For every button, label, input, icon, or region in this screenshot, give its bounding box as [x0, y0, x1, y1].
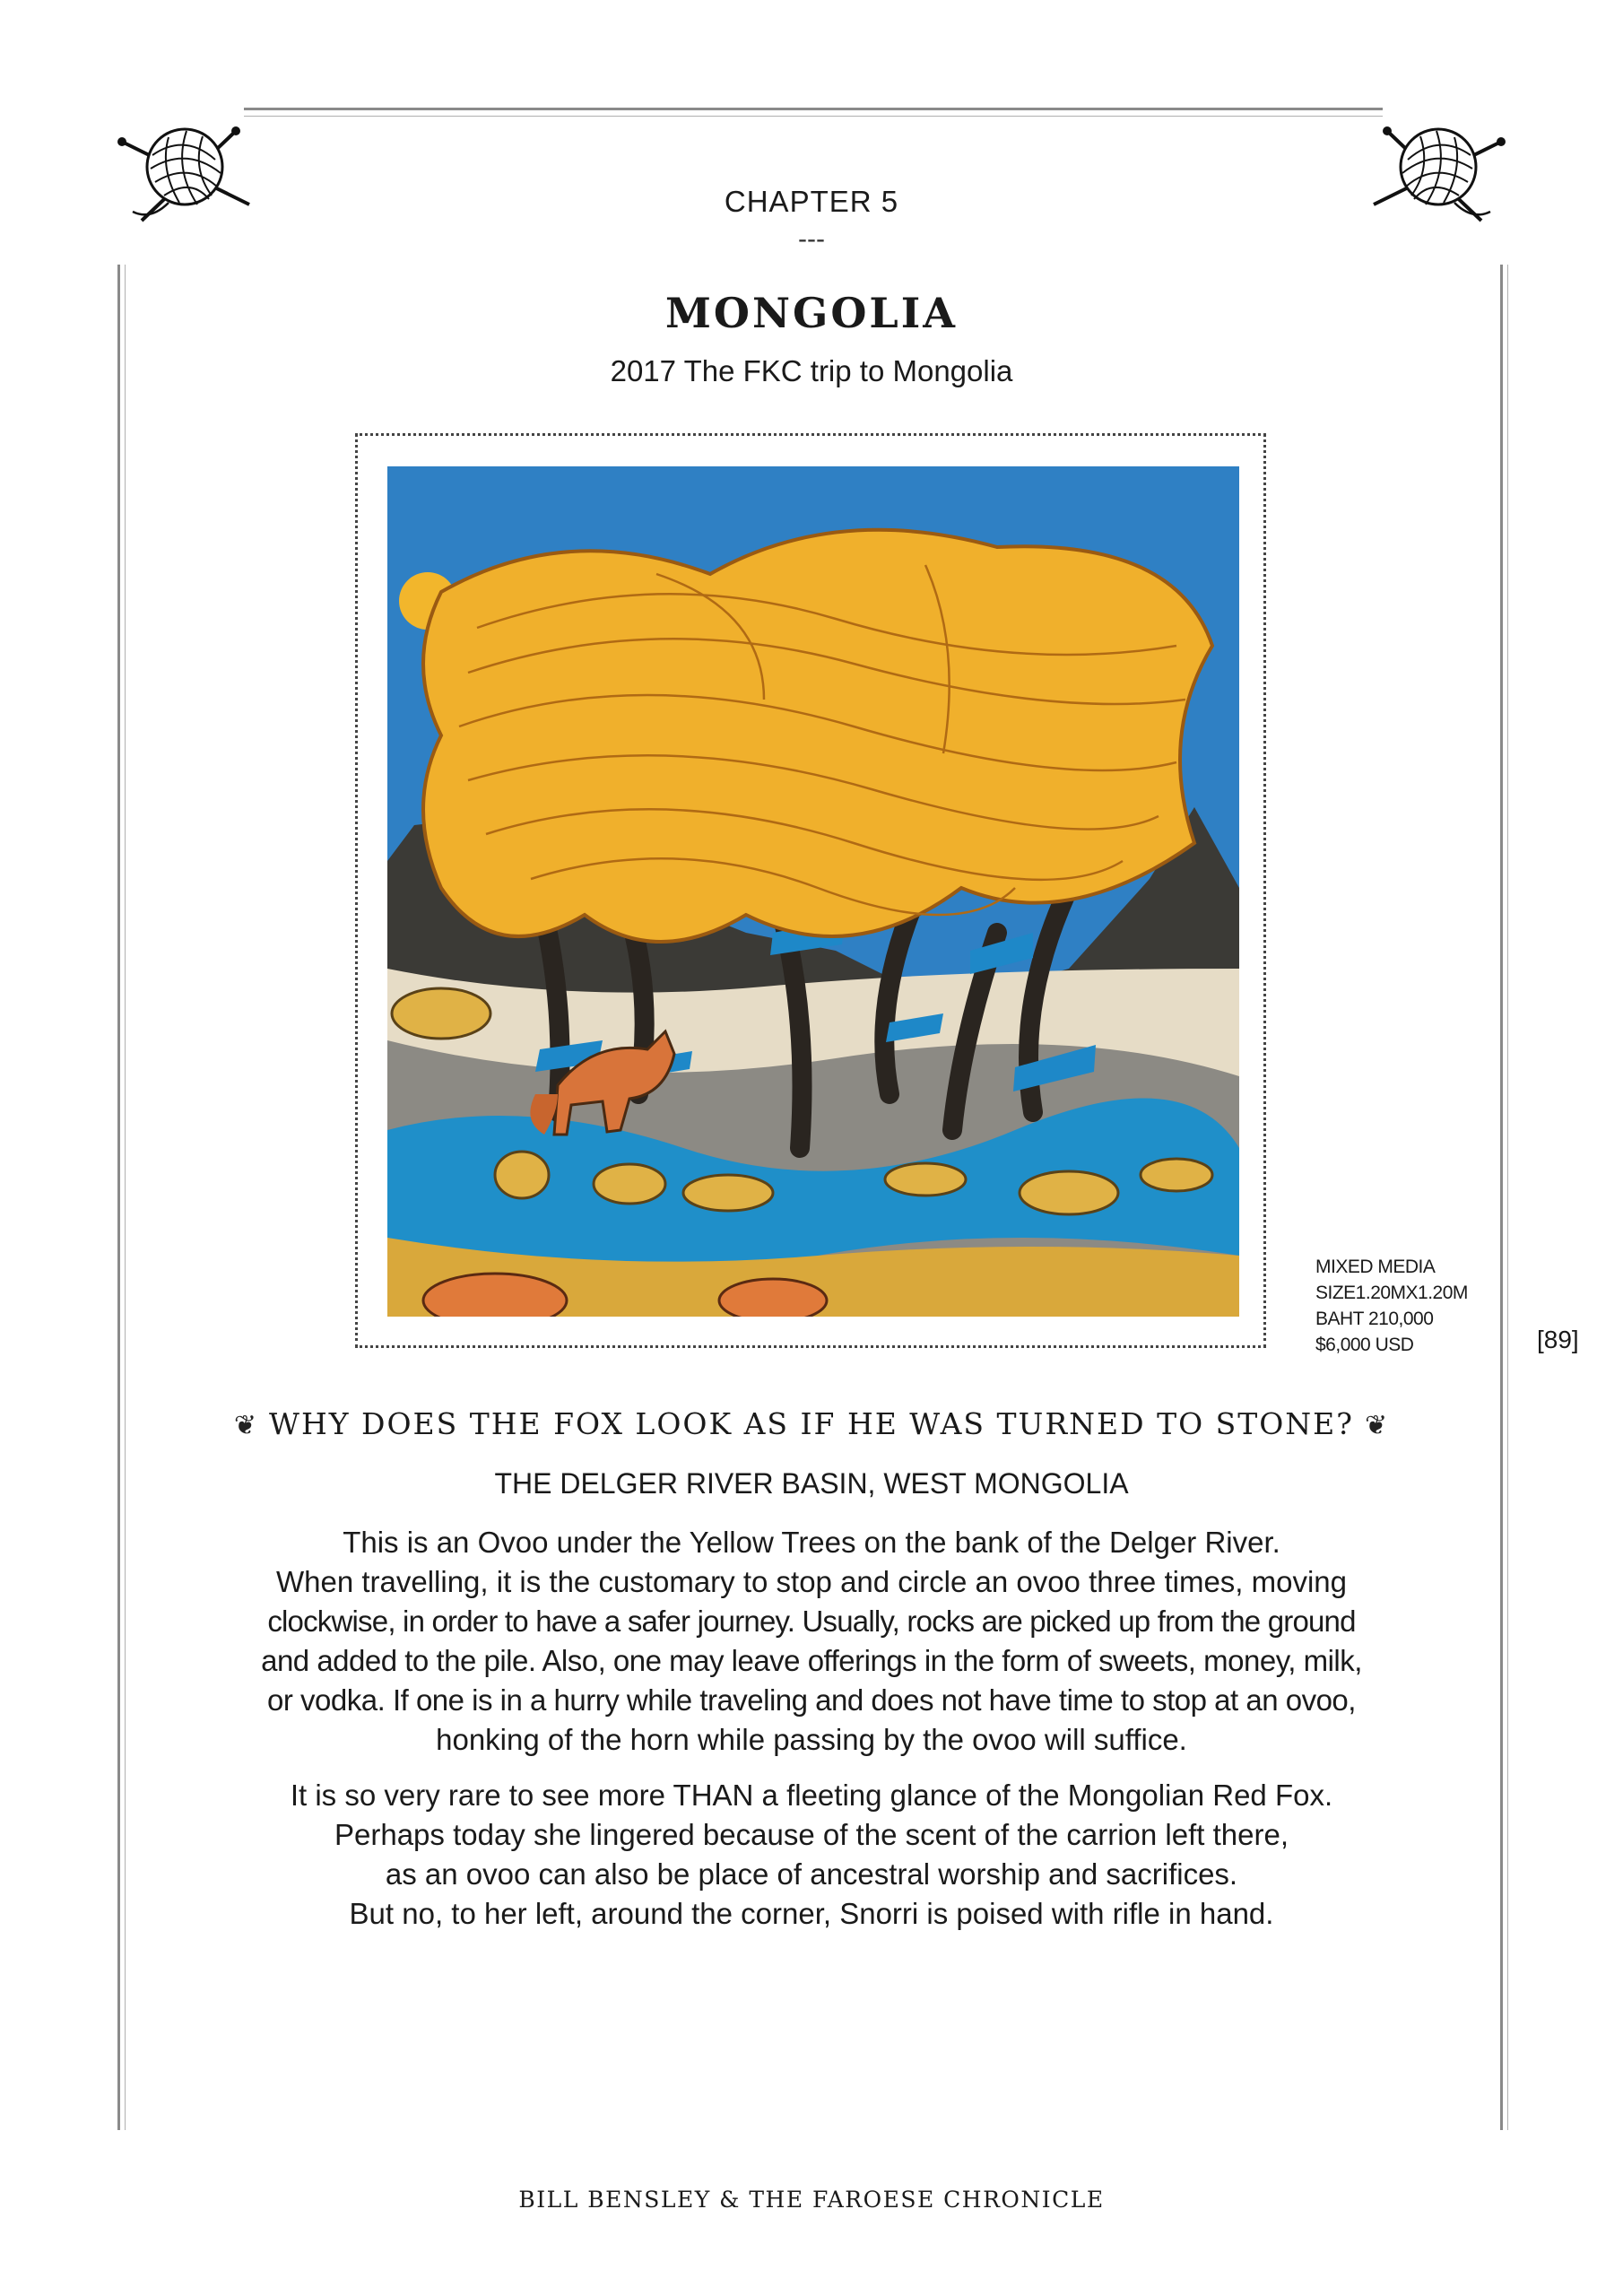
top-rule: [244, 108, 1383, 117]
text-line: When travelling, it is the customary to stop and circle an ovoo three times, moving: [275, 1565, 1348, 1598]
caption-medium: MIXED MEDIA: [1315, 1257, 1436, 1277]
caption-price-usd: $6,000 USD: [1315, 1335, 1414, 1355]
caption-price-baht: BAHT 210,000: [1315, 1309, 1434, 1329]
artwork-caption: [1315, 1254, 1468, 1358]
fleuron-icon: ❦: [233, 1410, 259, 1441]
page-subtitle: 2017 The FKC trip to Mongolia: [610, 354, 1013, 387]
artwork-painting: [387, 466, 1239, 1317]
text-line: But no, to her left, around the corner, Snorri is poised with rifle in hand.: [349, 1897, 1274, 1930]
left-border-rule: [117, 265, 126, 2130]
text-line: honking of the horn while passing by the ovoo will suffice.: [436, 1723, 1187, 1756]
text-line: and added to the pile. Also, one may leave offerings in the form of sweets, money, milk,: [261, 1644, 1362, 1677]
caption-size: SIZE1.20MX1.20M: [1315, 1283, 1468, 1303]
page-title: MONGOLIA: [665, 289, 958, 337]
page-number: [89]: [1537, 1326, 1579, 1353]
right-border-rule: [1500, 265, 1508, 2130]
text-line: as an ovoo can also be place of ancestral worship and sacrifices.: [385, 1857, 1238, 1891]
text-line: clockwise, in order to have a safer journey. Usually, rocks are picked up from the ground: [267, 1605, 1356, 1638]
body-paragraph: [215, 1776, 1408, 1934]
chapter-label: CHAPTER 5: [724, 185, 899, 218]
fleuron-icon: ❦: [1364, 1410, 1390, 1441]
text-line: This is an Ovoo under the Yellow Trees on the bank of the Delger River.: [343, 1526, 1280, 1559]
section-heading-text: WHY DOES THE FOX LOOK AS IF HE WAS TURNED TO STONE?: [269, 1406, 1354, 1441]
body-paragraph: [215, 1523, 1408, 1760]
page-footer: BILL BENSLEY & THE FAROESE CHRONICLE: [518, 2187, 1105, 2213]
text-line: It is so very rare to see more THAN a fleeting glance of the Mongolian Red Fox.: [290, 1779, 1333, 1812]
text-line: Perhaps today she lingered because of the scent of the carrion left there,: [334, 1818, 1289, 1851]
chapter-separator: ---: [798, 224, 825, 254]
text-line: or vodka. If one is in a hurry while traveling and does not have time to stop at an ovoo,: [267, 1683, 1356, 1717]
section-heading: [0, 1406, 1623, 1441]
location-label: THE DELGER RIVER BASIN, WEST MONGOLIA: [494, 1467, 1129, 1500]
